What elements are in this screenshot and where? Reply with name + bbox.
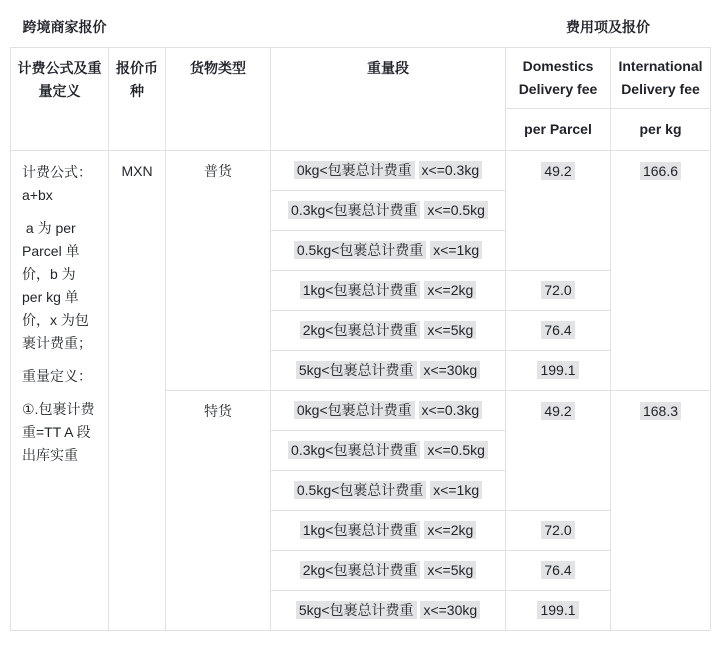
weight-segment-cell bbox=[271, 430, 506, 470]
fee-value: 49.2 bbox=[541, 162, 574, 180]
col-header-domestic-fee: Domestics Delivery fee bbox=[506, 47, 611, 108]
weight-segment-cell bbox=[271, 390, 506, 430]
weight-segment-cell bbox=[271, 310, 506, 350]
weight-segment-text: x<=0.3kg bbox=[419, 401, 483, 419]
section-header-row bbox=[11, 8, 711, 47]
fee-value: 76.4 bbox=[541, 321, 574, 339]
formula-paragraph: 重量定义： bbox=[22, 367, 92, 384]
weight-segment-text: 5kg<包裹总计费重 bbox=[296, 361, 417, 379]
fee-value: 199.1 bbox=[537, 361, 578, 379]
weight-segment-cell bbox=[271, 190, 506, 230]
fee-value: 166.6 bbox=[640, 162, 681, 180]
domestic-fee-cell bbox=[506, 270, 611, 310]
weight-segment-text: 0.5kg<包裹总计费重 bbox=[294, 481, 426, 499]
weight-segment-text: x<=0.3kg bbox=[419, 161, 483, 179]
weight-segment-cell bbox=[271, 350, 506, 390]
domestic-fee-cell bbox=[506, 510, 611, 550]
weight-segment-text: 2kg<包裹总计费重 bbox=[300, 321, 421, 339]
weight-segment-cell bbox=[271, 590, 506, 630]
weight-segment-text: x<=1kg bbox=[430, 241, 482, 259]
fee-value: 49.2 bbox=[541, 402, 574, 420]
col-header-weight-segment: 重量段 bbox=[271, 47, 506, 150]
fee-value: 76.4 bbox=[541, 561, 574, 579]
weight-segment-text: x<=5kg bbox=[424, 561, 476, 579]
weight-segment-text: 1kg<包裹总计费重 bbox=[300, 281, 421, 299]
international-fee-cell bbox=[611, 390, 711, 630]
col-header-goods-type: 货物类型 bbox=[166, 47, 271, 150]
left-section-title: 跨境商家报价 bbox=[22, 18, 107, 35]
goods-type-cell: 普货 bbox=[166, 150, 271, 390]
table-row bbox=[11, 150, 711, 190]
goods-type-cell: 特货 bbox=[166, 390, 271, 630]
formula-paragraph: a 为 per Parcel 单价，b 为 per kg 单价，x 为包裹计费重； bbox=[22, 219, 92, 351]
fee-value: 168.3 bbox=[640, 402, 681, 420]
col-header-domestic-unit: per Parcel bbox=[506, 108, 611, 150]
domestic-fee-cell bbox=[506, 310, 611, 350]
weight-segment-text: x<=0.5kg bbox=[424, 441, 488, 459]
weight-segment-cell bbox=[271, 470, 506, 510]
col-header-currency: 报价币种 bbox=[109, 47, 166, 150]
domestic-fee-cell bbox=[506, 350, 611, 390]
fee-value: 72.0 bbox=[541, 281, 574, 299]
weight-segment-text: x<=2kg bbox=[424, 281, 476, 299]
weight-segment-text: 0.3kg<包裹总计费重 bbox=[288, 441, 420, 459]
weight-segment-cell bbox=[271, 510, 506, 550]
weight-segment-text: 0.3kg<包裹总计费重 bbox=[288, 201, 420, 219]
fee-value: 199.1 bbox=[537, 601, 578, 619]
weight-segment-cell bbox=[271, 230, 506, 270]
weight-segment-text: 5kg<包裹总计费重 bbox=[296, 601, 417, 619]
weight-segment-text: x<=1kg bbox=[430, 481, 482, 499]
domestic-fee-cell bbox=[506, 590, 611, 630]
right-section-title: 费用项及报价 bbox=[566, 18, 650, 35]
weight-segment-text: 1kg<包裹总计费重 bbox=[300, 521, 421, 539]
col-header-international-unit: per kg bbox=[611, 108, 711, 150]
weight-segment-cell bbox=[271, 270, 506, 310]
weight-segment-text: x<=30kg bbox=[420, 361, 480, 379]
international-fee-cell bbox=[611, 150, 711, 390]
formula-paragraph: ①.包裹计费重=TT A 段出库实重 bbox=[22, 400, 95, 463]
weight-segment-cell bbox=[271, 550, 506, 590]
weight-segment-text: x<=0.5kg bbox=[424, 201, 488, 219]
col-header-formula: 计费公式及重量定义 bbox=[11, 47, 109, 150]
weight-segment-text: 0kg<包裹总计费重 bbox=[294, 161, 415, 179]
pricing-table bbox=[10, 8, 711, 631]
fee-value: 72.0 bbox=[541, 521, 574, 539]
formula-paragraph: 计费公式：a+bx bbox=[22, 163, 92, 203]
formula-cell bbox=[11, 150, 109, 630]
domestic-fee-cell bbox=[506, 550, 611, 590]
currency-cell: MXN bbox=[109, 150, 166, 630]
domestic-fee-cell bbox=[506, 390, 611, 510]
weight-segment-text: x<=5kg bbox=[424, 321, 476, 339]
column-header-row bbox=[11, 47, 711, 108]
domestic-fee-cell bbox=[506, 150, 611, 270]
weight-segment-text: x<=2kg bbox=[424, 521, 476, 539]
col-header-international-fee: International Delivery fee bbox=[611, 47, 711, 108]
weight-segment-text: 0kg<包裹总计费重 bbox=[294, 401, 415, 419]
weight-segment-text: x<=30kg bbox=[420, 601, 480, 619]
weight-segment-text: 0.5kg<包裹总计费重 bbox=[294, 241, 426, 259]
weight-segment-text: 2kg<包裹总计费重 bbox=[300, 561, 421, 579]
weight-segment-cell bbox=[271, 150, 506, 190]
